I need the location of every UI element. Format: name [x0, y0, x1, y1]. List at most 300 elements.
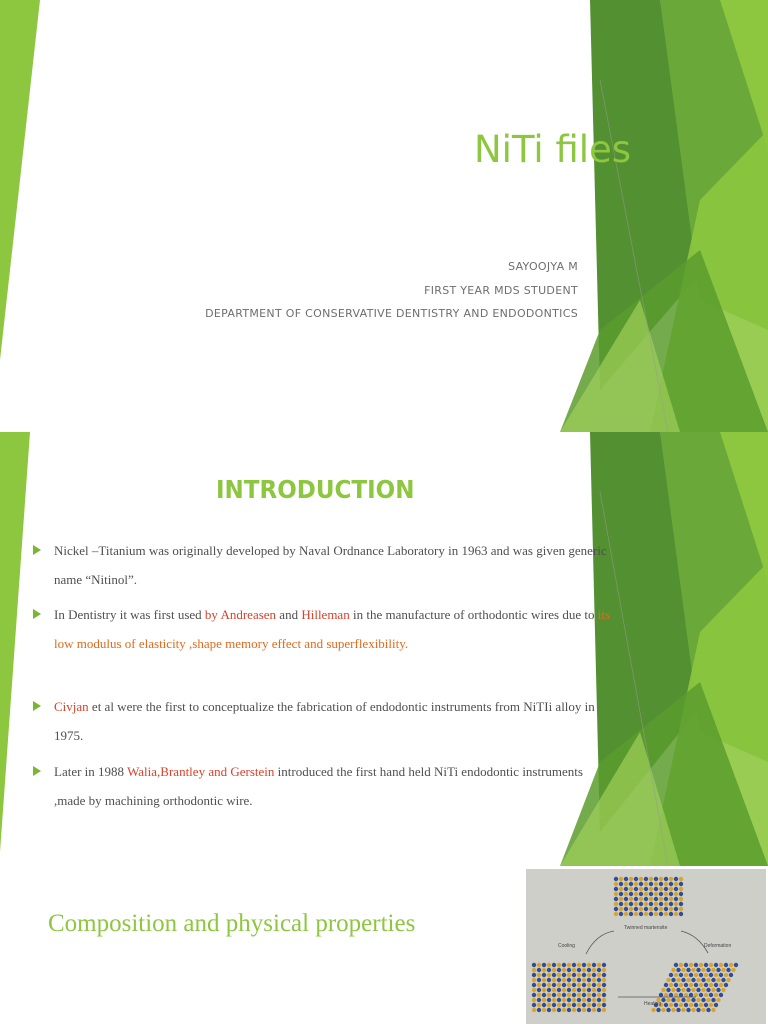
- atom-dot: [587, 963, 591, 967]
- author-name: SAYOOJYA M: [508, 260, 578, 273]
- atom-dot: [629, 912, 633, 916]
- atom-dot: [562, 983, 566, 987]
- atom-dot: [694, 963, 698, 967]
- atom-dot: [629, 907, 633, 911]
- atom-dot: [649, 877, 653, 881]
- author-department: DEPARTMENT OF CONSERVATIVE DENTISTRY AND ENDODONTICS: [205, 307, 578, 320]
- atom-dot: [679, 1003, 683, 1007]
- atom-dot: [674, 983, 678, 987]
- atom-dot: [547, 968, 551, 972]
- atom-dot: [532, 973, 536, 977]
- atom-dot: [706, 998, 710, 1002]
- atom-dot: [532, 993, 536, 997]
- atom-dot: [694, 1003, 698, 1007]
- atom-dot: [686, 1008, 690, 1012]
- atom-dot: [552, 988, 556, 992]
- atom-dot: [721, 968, 725, 972]
- atom-dot: [619, 897, 623, 901]
- atom-dot: [562, 978, 566, 982]
- atom-dot: [654, 897, 658, 901]
- figure-label-top: Twinned martensite: [624, 925, 668, 931]
- atom-dot: [537, 978, 541, 982]
- atom-dot: [602, 1008, 606, 1012]
- atom-dot: [654, 902, 658, 906]
- atom-dot: [721, 978, 725, 982]
- atom-dot: [619, 912, 623, 916]
- atom-dot: [547, 1003, 551, 1007]
- atom-dot: [644, 907, 648, 911]
- atom-dot: [674, 912, 678, 916]
- atom-dot: [691, 988, 695, 992]
- atom-dot: [704, 983, 708, 987]
- atom-dot: [691, 968, 695, 972]
- atom-dot: [587, 983, 591, 987]
- atom-dot: [696, 998, 700, 1002]
- atom-dot: [664, 912, 668, 916]
- atom-dot: [669, 882, 673, 886]
- atom-dot: [716, 998, 720, 1002]
- atom-dot: [537, 1003, 541, 1007]
- author-year: FIRST YEAR MDS STUDENT: [424, 284, 578, 297]
- atom-dot: [701, 998, 705, 1002]
- austenite-lattice: [532, 963, 606, 1012]
- atom-dot: [614, 902, 618, 906]
- atom-dot: [674, 902, 678, 906]
- atom-dot: [537, 968, 541, 972]
- atom-dot: [679, 973, 683, 977]
- atom-dot: [577, 988, 581, 992]
- atom-dot: [567, 988, 571, 992]
- atom-dot: [681, 988, 685, 992]
- atom-dot: [597, 978, 601, 982]
- phase-transformation-diagram: [526, 869, 766, 1024]
- atom-dot: [552, 983, 556, 987]
- atom-dot: [706, 968, 710, 972]
- atom-dot: [669, 892, 673, 896]
- atom-dot: [681, 968, 685, 972]
- atom-dot: [624, 877, 628, 881]
- atom-dot: [671, 998, 675, 1002]
- atom-dot: [639, 907, 643, 911]
- atom-dot: [602, 998, 606, 1002]
- atom-dot: [634, 897, 638, 901]
- atom-dot: [577, 1003, 581, 1007]
- atom-dot: [684, 963, 688, 967]
- atom-dot: [572, 973, 576, 977]
- bullet-item: [54, 692, 614, 750]
- atom-dot: [679, 897, 683, 901]
- atom-dot: [619, 892, 623, 896]
- atom-dot: [639, 882, 643, 886]
- atom-dot: [689, 1003, 693, 1007]
- atom-dot: [719, 983, 723, 987]
- atom-dot: [639, 877, 643, 881]
- atom-dot: [634, 882, 638, 886]
- atom-dot: [537, 983, 541, 987]
- atom-dot: [552, 998, 556, 1002]
- atom-dot: [726, 978, 730, 982]
- atom-dot: [669, 1003, 673, 1007]
- atom-dot: [714, 1003, 718, 1007]
- atom-dot: [572, 993, 576, 997]
- atom-dot: [714, 963, 718, 967]
- atom-dot: [629, 902, 633, 906]
- highlight-text: its low modulus of elasticity ,shape memory effect and superflexibility.: [54, 607, 611, 651]
- bullet-item: [54, 600, 614, 658]
- atom-dot: [537, 963, 541, 967]
- atom-dot: [674, 993, 678, 997]
- bullet-text: introduced the first hand held NiTi endodontic instruments ,made by machining orthodontic wire.: [54, 764, 583, 808]
- atom-dot: [694, 993, 698, 997]
- atom-dot: [679, 912, 683, 916]
- atom-dot: [716, 978, 720, 982]
- atom-dot: [669, 912, 673, 916]
- atom-dot: [729, 963, 733, 967]
- bullet-text: In Dentistry it was first used: [54, 607, 205, 622]
- atom-dot: [724, 963, 728, 967]
- atom-dot: [664, 983, 668, 987]
- atom-dot: [709, 963, 713, 967]
- atom-dot: [619, 907, 623, 911]
- atom-dot: [669, 887, 673, 891]
- atom-dot: [542, 1008, 546, 1012]
- atom-dot: [709, 993, 713, 997]
- atom-dot: [666, 978, 670, 982]
- atom-dot: [572, 988, 576, 992]
- atom-dot: [557, 988, 561, 992]
- atom-dot: [582, 988, 586, 992]
- bullet-text: in the manufacture of orthodontic wires due to: [349, 607, 598, 622]
- atom-dot: [644, 912, 648, 916]
- atom-dot: [557, 963, 561, 967]
- atom-dot: [676, 988, 680, 992]
- atom-dot: [572, 1008, 576, 1012]
- atom-dot: [664, 897, 668, 901]
- atom-dot: [711, 968, 715, 972]
- bullet-text: et al were the first to conceptualize the fabrication of endodontic instruments from NiTIi alloy in 1975.: [54, 699, 595, 743]
- atom-dot: [572, 963, 576, 967]
- atom-dot: [699, 973, 703, 977]
- atom-dot: [587, 993, 591, 997]
- atom-dot: [537, 998, 541, 1002]
- atom-dot: [634, 907, 638, 911]
- atom-dot: [686, 988, 690, 992]
- atom-dot: [597, 1008, 601, 1012]
- atom-dot: [572, 983, 576, 987]
- atom-dot: [681, 978, 685, 982]
- atom-dot: [557, 1008, 561, 1012]
- atom-dot: [602, 963, 606, 967]
- atom-dot: [532, 1003, 536, 1007]
- atom-dot: [577, 983, 581, 987]
- atom-dot: [619, 882, 623, 886]
- atom-dot: [659, 912, 663, 916]
- atom-dot: [656, 1008, 660, 1012]
- atom-dot: [686, 998, 690, 1002]
- atom-dot: [666, 988, 670, 992]
- atom-dot: [587, 973, 591, 977]
- atom-dot: [547, 973, 551, 977]
- atom-dot: [676, 968, 680, 972]
- atom-dot: [664, 902, 668, 906]
- atom-dot: [711, 998, 715, 1002]
- atom-dot: [577, 978, 581, 982]
- atom-dot: [664, 892, 668, 896]
- atom-dot: [654, 882, 658, 886]
- atom-dot: [547, 988, 551, 992]
- atom-dot: [587, 998, 591, 1002]
- atom-dot: [686, 978, 690, 982]
- atom-dot: [639, 912, 643, 916]
- atom-dot: [674, 963, 678, 967]
- atom-dot: [592, 973, 596, 977]
- atom-dot: [649, 912, 653, 916]
- atom-dot: [582, 963, 586, 967]
- atom-dot: [547, 963, 551, 967]
- atom-dot: [639, 902, 643, 906]
- atom-dot: [537, 1008, 541, 1012]
- atom-dot: [597, 1003, 601, 1007]
- atom-dot: [614, 882, 618, 886]
- atom-dot: [689, 983, 693, 987]
- atom-dot: [582, 1008, 586, 1012]
- atom-dot: [664, 887, 668, 891]
- atom-dot: [552, 993, 556, 997]
- atom-dot: [552, 978, 556, 982]
- atom-dot: [567, 1008, 571, 1012]
- atom-dot: [572, 968, 576, 972]
- atom-dot: [562, 963, 566, 967]
- atom-dot: [552, 968, 556, 972]
- atom-dot: [671, 1008, 675, 1012]
- atom-dot: [587, 968, 591, 972]
- atom-dot: [689, 963, 693, 967]
- bullet-text: Nickel –Titanium was originally developed by Naval Ordnance Laboratory in 1963 and was given generic name “Nitinol”.: [54, 543, 607, 587]
- atom-dot: [542, 963, 546, 967]
- atom-dot: [562, 1008, 566, 1012]
- atom-dot: [567, 973, 571, 977]
- atom-dot: [679, 983, 683, 987]
- atom-dot: [699, 993, 703, 997]
- atom-dot: [734, 963, 738, 967]
- atom-dot: [592, 968, 596, 972]
- atom-dot: [624, 882, 628, 886]
- atom-dot: [542, 1003, 546, 1007]
- atom-dot: [592, 963, 596, 967]
- atom-dot: [582, 973, 586, 977]
- atom-dot: [597, 983, 601, 987]
- atom-dot: [679, 963, 683, 967]
- atom-dot: [602, 993, 606, 997]
- atom-dot: [532, 983, 536, 987]
- atom-dot: [649, 902, 653, 906]
- atom-dot: [649, 892, 653, 896]
- atom-dot: [577, 998, 581, 1002]
- atom-dot: [614, 912, 618, 916]
- atom-dot: [557, 978, 561, 982]
- atom-dot: [689, 993, 693, 997]
- atom-dot: [664, 882, 668, 886]
- atom-dot: [602, 973, 606, 977]
- bullet-arrow-icon: [33, 701, 41, 711]
- atom-dot: [661, 1008, 665, 1012]
- atom-dot: [679, 887, 683, 891]
- atom-dot: [532, 963, 536, 967]
- atom-dot: [676, 978, 680, 982]
- atom-dot: [679, 892, 683, 896]
- title-slide: [0, 0, 768, 432]
- atom-dot: [674, 887, 678, 891]
- atom-dot: [709, 973, 713, 977]
- atom-dot: [537, 993, 541, 997]
- atom-dot: [532, 968, 536, 972]
- atom-dot: [659, 902, 663, 906]
- atom-dot: [552, 1003, 556, 1007]
- atom-dot: [547, 978, 551, 982]
- atom-dot: [649, 907, 653, 911]
- atom-dot: [661, 988, 665, 992]
- atom-dot: [557, 983, 561, 987]
- atom-dot: [532, 998, 536, 1002]
- atom-dot: [649, 882, 653, 886]
- atom-dot: [562, 968, 566, 972]
- crystal-structure-figure: [526, 869, 766, 1024]
- atom-dot: [704, 963, 708, 967]
- atom-dot: [532, 1008, 536, 1012]
- atom-dot: [592, 998, 596, 1002]
- atom-dot: [624, 907, 628, 911]
- atom-dot: [634, 887, 638, 891]
- atom-dot: [629, 897, 633, 901]
- atom-dot: [542, 968, 546, 972]
- atom-dot: [664, 877, 668, 881]
- atom-dot: [592, 993, 596, 997]
- atom-dot: [666, 1008, 670, 1012]
- atom-dot: [592, 988, 596, 992]
- atom-dot: [577, 963, 581, 967]
- atom-dot: [659, 897, 663, 901]
- atom-dot: [696, 1008, 700, 1012]
- atom-dot: [557, 1003, 561, 1007]
- atom-dot: [629, 882, 633, 886]
- atom-dot: [592, 983, 596, 987]
- atom-dot: [567, 998, 571, 1002]
- atom-dot: [532, 988, 536, 992]
- atom-dot: [537, 973, 541, 977]
- atom-dot: [634, 902, 638, 906]
- atom-dot: [542, 978, 546, 982]
- atom-dot: [659, 892, 663, 896]
- atom-dot: [706, 978, 710, 982]
- atom-dot: [614, 907, 618, 911]
- cooling-arrow: [586, 931, 614, 954]
- atom-dot: [639, 892, 643, 896]
- atom-dot: [701, 968, 705, 972]
- atom-dot: [639, 887, 643, 891]
- atom-dot: [659, 882, 663, 886]
- atom-dot: [706, 988, 710, 992]
- atom-dot: [669, 973, 673, 977]
- atom-dot: [659, 993, 663, 997]
- atom-dot: [696, 988, 700, 992]
- atom-dot: [674, 877, 678, 881]
- atom-dot: [557, 968, 561, 972]
- atom-dot: [624, 897, 628, 901]
- atom-dot: [696, 968, 700, 972]
- atom-dot: [669, 907, 673, 911]
- atom-dot: [567, 1003, 571, 1007]
- atom-dot: [592, 1003, 596, 1007]
- atom-dot: [706, 1008, 710, 1012]
- bullet-text: Later in 1988: [54, 764, 128, 779]
- atom-dot: [654, 892, 658, 896]
- atom-dot: [572, 998, 576, 1002]
- atom-dot: [674, 973, 678, 977]
- figure-label-right: Deformation: [704, 943, 732, 949]
- atom-dot: [676, 998, 680, 1002]
- atom-dot: [547, 1008, 551, 1012]
- atom-dot: [701, 988, 705, 992]
- atom-dot: [644, 882, 648, 886]
- atom-dot: [664, 1003, 668, 1007]
- atom-dot: [676, 1008, 680, 1012]
- atom-dot: [542, 973, 546, 977]
- atom-dot: [619, 902, 623, 906]
- atom-dot: [562, 973, 566, 977]
- atom-dot: [597, 973, 601, 977]
- bullet-arrow-icon: [33, 766, 41, 776]
- atom-dot: [661, 998, 665, 1002]
- atom-dot: [704, 993, 708, 997]
- atom-dot: [614, 877, 618, 881]
- atom-dot: [694, 983, 698, 987]
- atom-dot: [669, 983, 673, 987]
- atom-dot: [547, 998, 551, 1002]
- atom-dot: [644, 902, 648, 906]
- highlight-text: Hilleman: [301, 607, 350, 622]
- atom-dot: [587, 978, 591, 982]
- deformed-martensite-lattice: [651, 963, 738, 1012]
- atom-dot: [709, 983, 713, 987]
- atom-dot: [684, 1003, 688, 1007]
- atom-dot: [542, 998, 546, 1002]
- atom-dot: [674, 882, 678, 886]
- atom-dot: [582, 998, 586, 1002]
- atom-dot: [691, 998, 695, 1002]
- bullet-arrow-icon: [33, 609, 41, 619]
- atom-dot: [649, 897, 653, 901]
- atom-dot: [577, 968, 581, 972]
- atom-dot: [567, 968, 571, 972]
- atom-dot: [724, 983, 728, 987]
- atom-dot: [681, 998, 685, 1002]
- atom-dot: [671, 968, 675, 972]
- atom-dot: [542, 993, 546, 997]
- atom-dot: [592, 1008, 596, 1012]
- atom-dot: [577, 1008, 581, 1012]
- atom-dot: [669, 993, 673, 997]
- atom-dot: [726, 968, 730, 972]
- bullet-text: and: [276, 607, 302, 622]
- atom-dot: [624, 887, 628, 891]
- atom-dot: [567, 978, 571, 982]
- atom-dot: [624, 892, 628, 896]
- twinned-martensite-lattice: [614, 877, 683, 916]
- atom-dot: [729, 973, 733, 977]
- atom-dot: [686, 968, 690, 972]
- atom-dot: [537, 988, 541, 992]
- atom-dot: [592, 978, 596, 982]
